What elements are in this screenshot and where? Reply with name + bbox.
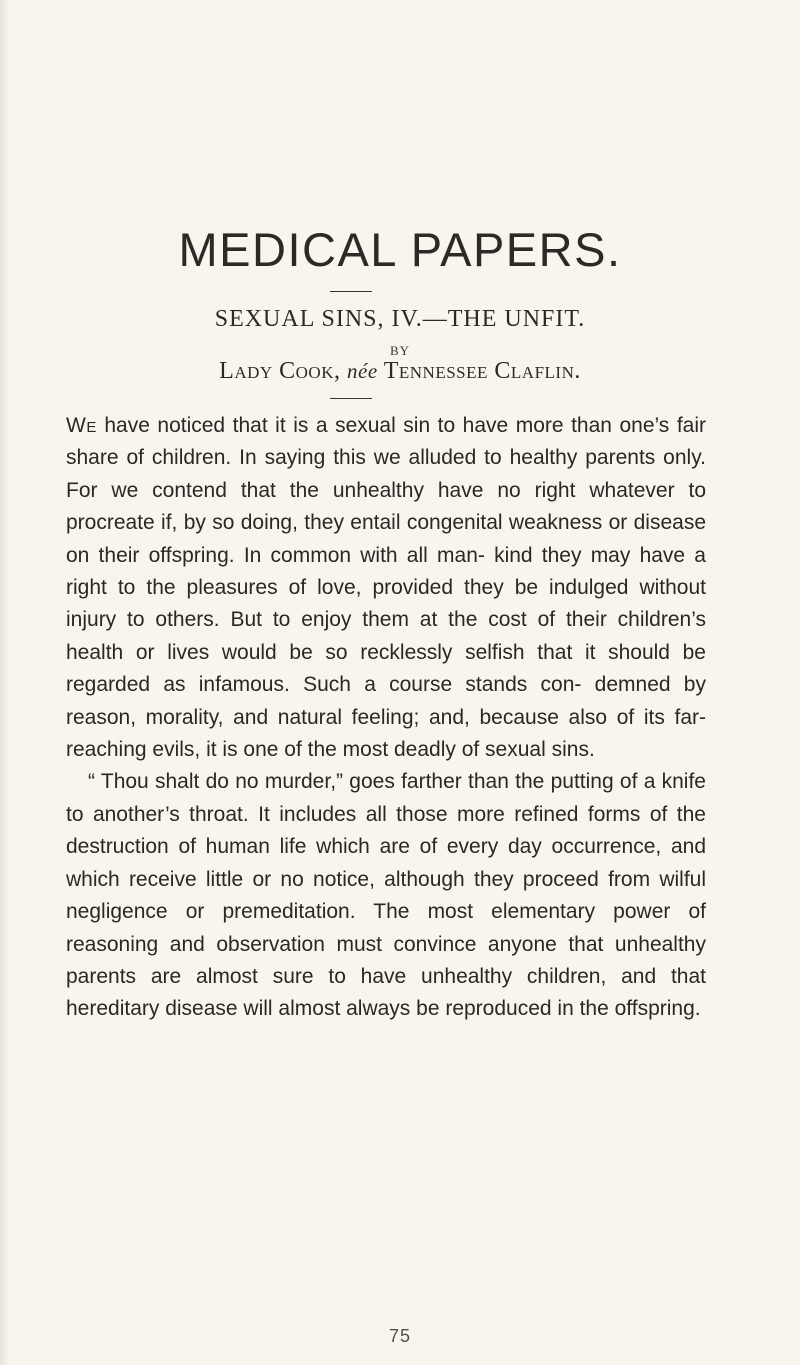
paragraph-1-text: have noticed that it is a sexual sin to have more than one’s fair share of children. In saying this we alluded to healthy parents only. For we contend that the unhealthy have no right whatever to procreate if, by so doing, they entail congenital weakness or disease on their offspring. In common with all man- kind they may have a right to the pleasures of love, provided they be indulged without injury to others. But to enjoy them at the cost of their children’s health or lives would be so recklessly selfish that it should be regarded as infamous. Such a course stands con- demned by reason, morality, and natural feeling; and, because also of its far-reaching evils, it is one of the most deadly of sexual sins. <box>66 414 706 762</box>
article-body <box>66 410 706 1026</box>
author-name: Tennessee Claflin. <box>383 358 581 384</box>
author-divider <box>330 398 372 399</box>
byline-label: BY <box>389 343 411 358</box>
author-nee: née <box>347 359 378 383</box>
paragraph-1 <box>66 410 706 766</box>
page-binding-edge <box>0 0 10 1365</box>
author-prefix: Lady Cook, <box>219 358 341 384</box>
title-divider <box>330 291 372 292</box>
author-line <box>0 358 800 385</box>
section-title: MEDICAL PAPERS. <box>178 223 622 276</box>
paragraph-2: “ Thou shalt do no murder,” goes farther than the putting of a knife to another’s throat. It includes all those more refined forms of the destruction of human life which are of every day occurrence, and which receive little or no notice, although they proceed from wilful negligence or premeditation. The most elementary power of reasoning and observation must convince anyone that unhealthy parents are almost sure to have unhealthy children, and that hereditary disease will almost always be reproduced in the offspring. <box>66 770 706 1021</box>
paragraph-opening: We <box>66 414 97 437</box>
article-subtitle: SEXUAL SINS, IV.—THE UNFIT. <box>214 306 586 332</box>
page-number: 75 <box>388 1326 412 1346</box>
